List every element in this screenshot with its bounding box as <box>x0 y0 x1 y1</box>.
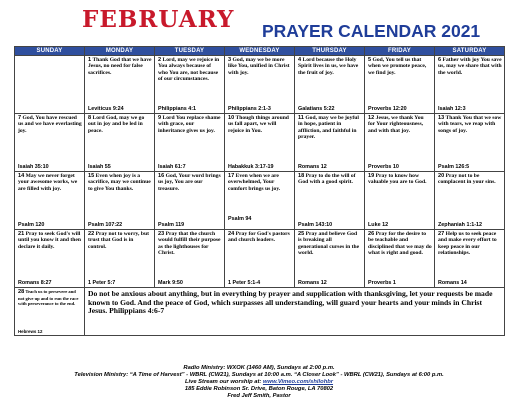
day-prayer-text <box>368 231 432 257</box>
calendar-week-row <box>15 56 505 114</box>
day-prayer-body: Pray that the church would fulfill their purpose as the lighthouses for Christ. <box>158 231 221 257</box>
day-prayer-body: God, You tell us that when we promote peace, we find joy. <box>368 57 427 76</box>
day-prayer-body: Thank You that we sow with tears, we reap with songs of joy. <box>438 115 502 134</box>
scripture-reference: Proverbs 10 <box>368 164 399 170</box>
calendar-day-cell <box>15 172 85 230</box>
calendar-day-cell <box>15 230 85 288</box>
day-prayer-body: God, You have rescued us and we have everlasting joy. <box>18 115 82 134</box>
day-prayer-text <box>298 231 362 257</box>
day-number: 12 <box>368 115 375 121</box>
calendar-day-cell <box>295 114 365 172</box>
church-address: 185 Eddie Robinson Sr. Drive, Baton Rouge, LA 70802 <box>184 386 334 392</box>
day-number: 14 <box>18 173 25 179</box>
scripture-reference: Isaiah 12:3 <box>438 106 466 112</box>
day-number: 17 <box>228 173 235 179</box>
calendar-day-cell <box>155 230 225 288</box>
day-prayer-body: Pray to seek God's will until you know it and then declare it daily. <box>18 231 81 250</box>
day-number: 10 <box>228 115 235 121</box>
day-prayer-body: God, Your word brings us joy, You are our treasure. <box>158 173 221 192</box>
scripture-reference: Hebrews 12 <box>18 329 43 334</box>
day-prayer-text <box>228 115 292 134</box>
day-number: 24 <box>228 231 235 237</box>
day-prayer-body: Though things around us fall apart, we will rejoice in You. <box>228 115 289 134</box>
weekday-thursday: THURSDAY <box>295 47 365 56</box>
calendar-day-cell <box>15 56 85 114</box>
scripture-reference: Isaiah 35:10 <box>18 164 49 170</box>
day-prayer-body: Even when we are overwhelmed, Your comfort brings us joy. <box>228 173 281 192</box>
calendar-day-cell <box>365 56 435 114</box>
day-prayer-text <box>438 57 502 76</box>
day-prayer-body: May we never forget your awesome works, we are filled with joy. <box>18 173 78 192</box>
day-prayer-body: Pray not to worry, but trust that God is in control. <box>88 231 149 250</box>
day-prayer-text <box>158 231 222 257</box>
day-prayer-text <box>298 173 362 186</box>
day-number: 4 <box>298 57 302 63</box>
scripture-reference: Isaiah 55 <box>88 164 111 170</box>
scripture-reference: Proverbs 12:20 <box>368 106 407 112</box>
day-prayer-body: Pray to do the will of God with a good spirit. <box>298 173 356 186</box>
day-prayer-text <box>88 231 152 250</box>
calendar-day-cell <box>435 230 505 288</box>
day-prayer-text <box>368 115 432 134</box>
day-number: 27 <box>438 231 445 237</box>
day-prayer-text <box>88 57 152 76</box>
day-number: 18 <box>298 173 305 179</box>
scripture-reference: Proverbs 1 <box>368 280 396 286</box>
day-number: 16 <box>158 173 165 179</box>
day-prayer-text <box>438 173 502 186</box>
day-prayer-text <box>438 115 502 134</box>
calendar-day-cell <box>365 230 435 288</box>
month-title: FEBRUARY <box>82 6 235 33</box>
day-number: 1 <box>88 57 92 63</box>
footer <box>0 365 518 400</box>
day-prayer-body: Thank God that we have Jesus, no need for false sacrifices. <box>88 57 152 76</box>
day-number: 19 <box>368 173 375 179</box>
scripture-reference: Habakkuk 3:17-19 <box>228 164 274 170</box>
weekday-friday: FRIDAY <box>365 47 435 56</box>
memory-verse-cell <box>85 288 505 336</box>
calendar-day-cell <box>365 114 435 172</box>
weekday-monday: MONDAY <box>85 47 155 56</box>
day-number: 28 <box>18 289 25 295</box>
day-prayer-text <box>298 57 362 76</box>
day-prayer-body: Pray and believe God is breaking all generational curses in the world. <box>298 231 360 257</box>
scripture-reference: Psalm 143:10 <box>298 222 333 228</box>
day-prayer-body: Lord God, may we go out in joy and be led in peace. <box>88 115 145 134</box>
day-prayer-text <box>18 289 82 307</box>
day-prayer-body: Lord, may we rejoice in You always because of who You are, not because of our circumstances. <box>158 57 220 83</box>
day-number: 6 <box>438 57 442 63</box>
day-prayer-body: Pray not to be complacent in your sins. <box>438 173 496 186</box>
calendar-title: PRAYER CALENDAR 2021 <box>262 21 481 41</box>
day-prayer-body: Help us to seek peace and make every effort to keep peace in our relationships. <box>438 231 497 257</box>
weekday-header-row <box>15 47 505 56</box>
scripture-reference: Psalm 107:22 <box>88 222 123 228</box>
day-prayer-body: Lord You replace shame with grace, our inheritance gives us joy. <box>158 115 221 134</box>
television-ministry: Television Ministry: “A Time of Harvest” - WBRL (CW21), Sundays at 10:00 a.m. “A Closer Look” - WBRL (CW21), Sundays at 6:00 p.m. <box>74 372 444 378</box>
day-number: 23 <box>158 231 165 237</box>
day-number: 8 <box>88 115 92 121</box>
scripture-reference: Romans 8:27 <box>18 280 52 286</box>
calendar-week-row <box>15 288 505 336</box>
calendar-day-cell <box>85 114 155 172</box>
weekday-wednesday: WEDNESDAY <box>225 47 295 56</box>
day-prayer-body: Jesus, we thank You for Your righteousness, and with that joy. <box>368 115 424 134</box>
scripture-reference: Philippians 4:1 <box>158 106 197 112</box>
day-number: 2 <box>158 57 162 63</box>
day-prayer-body: God, may we be joyful in hope, patient in affliction, and faithful in prayer. <box>298 115 359 141</box>
day-prayer-body: Teach us to persevere and not give up and to run the race with perseverance to the end. <box>18 289 79 307</box>
calendar-grid <box>14 46 505 336</box>
day-prayer-text <box>88 173 152 192</box>
scripture-reference: Romans 12 <box>298 164 327 170</box>
memory-verse: Do not be anxious about anything, but in everything by prayer and supplication with thanksgiving, let your requests be made known to God. And the peace of God, which surpasses all understanding, will guard your hearts and your minds in Christ Jesus. Philippians 4:6-7 <box>88 289 493 316</box>
calendar-day-cell <box>155 114 225 172</box>
day-prayer-body: Pray for the desire to be teachable and disciplined that we may do what is right and good. <box>368 231 432 257</box>
pastor-name: Fred Jeff Smith, Pastor <box>227 393 291 399</box>
scripture-reference: 1 Peter 5:7 <box>88 280 116 286</box>
calendar-day-cell <box>435 114 505 172</box>
day-prayer-text <box>228 173 292 192</box>
scripture-reference: Isaiah 61:7 <box>158 164 186 170</box>
scripture-reference: Galatians 5:22 <box>298 106 335 112</box>
day-prayer-text <box>18 115 82 134</box>
calendar-day-cell <box>225 172 295 230</box>
calendar-day-cell <box>295 230 365 288</box>
day-prayer-text <box>158 115 222 134</box>
day-number: 13 <box>438 115 445 121</box>
day-number: 11 <box>298 115 304 121</box>
calendar-day-cell <box>15 114 85 172</box>
scripture-reference: Psalm 120 <box>18 222 45 228</box>
day-prayer-text <box>438 231 502 257</box>
live-stream-label: Live Stream our worship at: <box>184 379 263 385</box>
calendar-day-cell <box>225 114 295 172</box>
calendar-day-cell <box>155 56 225 114</box>
calendar-day-cell <box>155 172 225 230</box>
day-prayer-text <box>18 231 82 250</box>
scripture-reference: Luke 12 <box>368 222 389 228</box>
day-prayer-text <box>88 115 152 134</box>
day-prayer-text <box>18 173 82 192</box>
calendar-day-cell <box>225 56 295 114</box>
calendar-day-cell <box>15 288 85 336</box>
calendar-day-cell <box>435 172 505 230</box>
scripture-reference: Psalm 94 <box>228 216 252 222</box>
day-number: 20 <box>438 173 445 179</box>
day-number: 7 <box>18 115 22 121</box>
day-prayer-body: Even when joy is a sacrifice, may we continue to give You thanks. <box>88 173 151 192</box>
day-prayer-body: Lord because the Holy Spirit lives in us, we have the fruit of joy. <box>298 57 359 76</box>
day-prayer-body: God, may we be more like You, unified in Christ with joy. <box>228 57 290 76</box>
day-number: 15 <box>88 173 95 179</box>
day-number: 26 <box>368 231 375 237</box>
scripture-reference: Romans 14 <box>438 280 467 286</box>
calendar-day-cell <box>225 230 295 288</box>
weekday-sunday: SUNDAY <box>15 47 85 56</box>
day-prayer-text <box>368 57 432 76</box>
scripture-reference: Zephaniah 1:1-12 <box>438 222 483 228</box>
live-stream-line <box>0 379 518 386</box>
day-number: 25 <box>298 231 305 237</box>
day-prayer-text <box>368 173 432 186</box>
weekday-tuesday: TUESDAY <box>155 47 225 56</box>
day-number: 9 <box>158 115 162 121</box>
calendar-day-cell <box>295 56 365 114</box>
day-number: 21 <box>18 231 25 237</box>
day-number: 3 <box>228 57 232 63</box>
radio-ministry: Radio Ministry: WXOK (1460 AM), Sundays at 2:00 p.m. <box>183 365 335 371</box>
day-prayer-text <box>158 57 222 83</box>
day-prayer-text <box>158 173 222 192</box>
header <box>0 0 518 44</box>
scripture-reference: Romans 12 <box>298 280 327 286</box>
day-number: 22 <box>88 231 95 237</box>
day-prayer-text <box>228 57 292 76</box>
calendar-week-row <box>15 172 505 230</box>
scripture-reference: Mark 9:50 <box>158 280 183 286</box>
day-prayer-text <box>228 231 292 244</box>
scripture-reference: Psalm 126:5 <box>438 164 470 170</box>
calendar-week-row <box>15 230 505 288</box>
day-prayer-body: Pray to know how valuable you are to God. <box>368 173 427 186</box>
day-prayer-body: Father with joy You save us, may we share that with the world. <box>438 57 502 76</box>
calendar-day-cell <box>435 56 505 114</box>
live-stream-link[interactable]: www.Vimeo.com/shilohbr <box>262 379 334 385</box>
scripture-reference: 1 Peter 5:1-4 <box>228 280 261 286</box>
weekday-saturday: SATURDAY <box>435 47 505 56</box>
calendar-day-cell <box>295 172 365 230</box>
scripture-reference: Philippians 2:1-3 <box>228 106 271 112</box>
calendar-day-cell <box>85 56 155 114</box>
calendar-day-cell <box>85 172 155 230</box>
day-number: 5 <box>368 57 372 63</box>
calendar-day-cell <box>365 172 435 230</box>
scripture-reference: Leviticus 9:24 <box>88 106 124 112</box>
calendar-week-row <box>15 114 505 172</box>
day-prayer-body: Pray for God's pastors and church leaders. <box>228 231 290 244</box>
day-prayer-text <box>298 115 362 141</box>
scripture-reference: Psalm 119 <box>158 222 185 228</box>
calendar-day-cell <box>85 230 155 288</box>
